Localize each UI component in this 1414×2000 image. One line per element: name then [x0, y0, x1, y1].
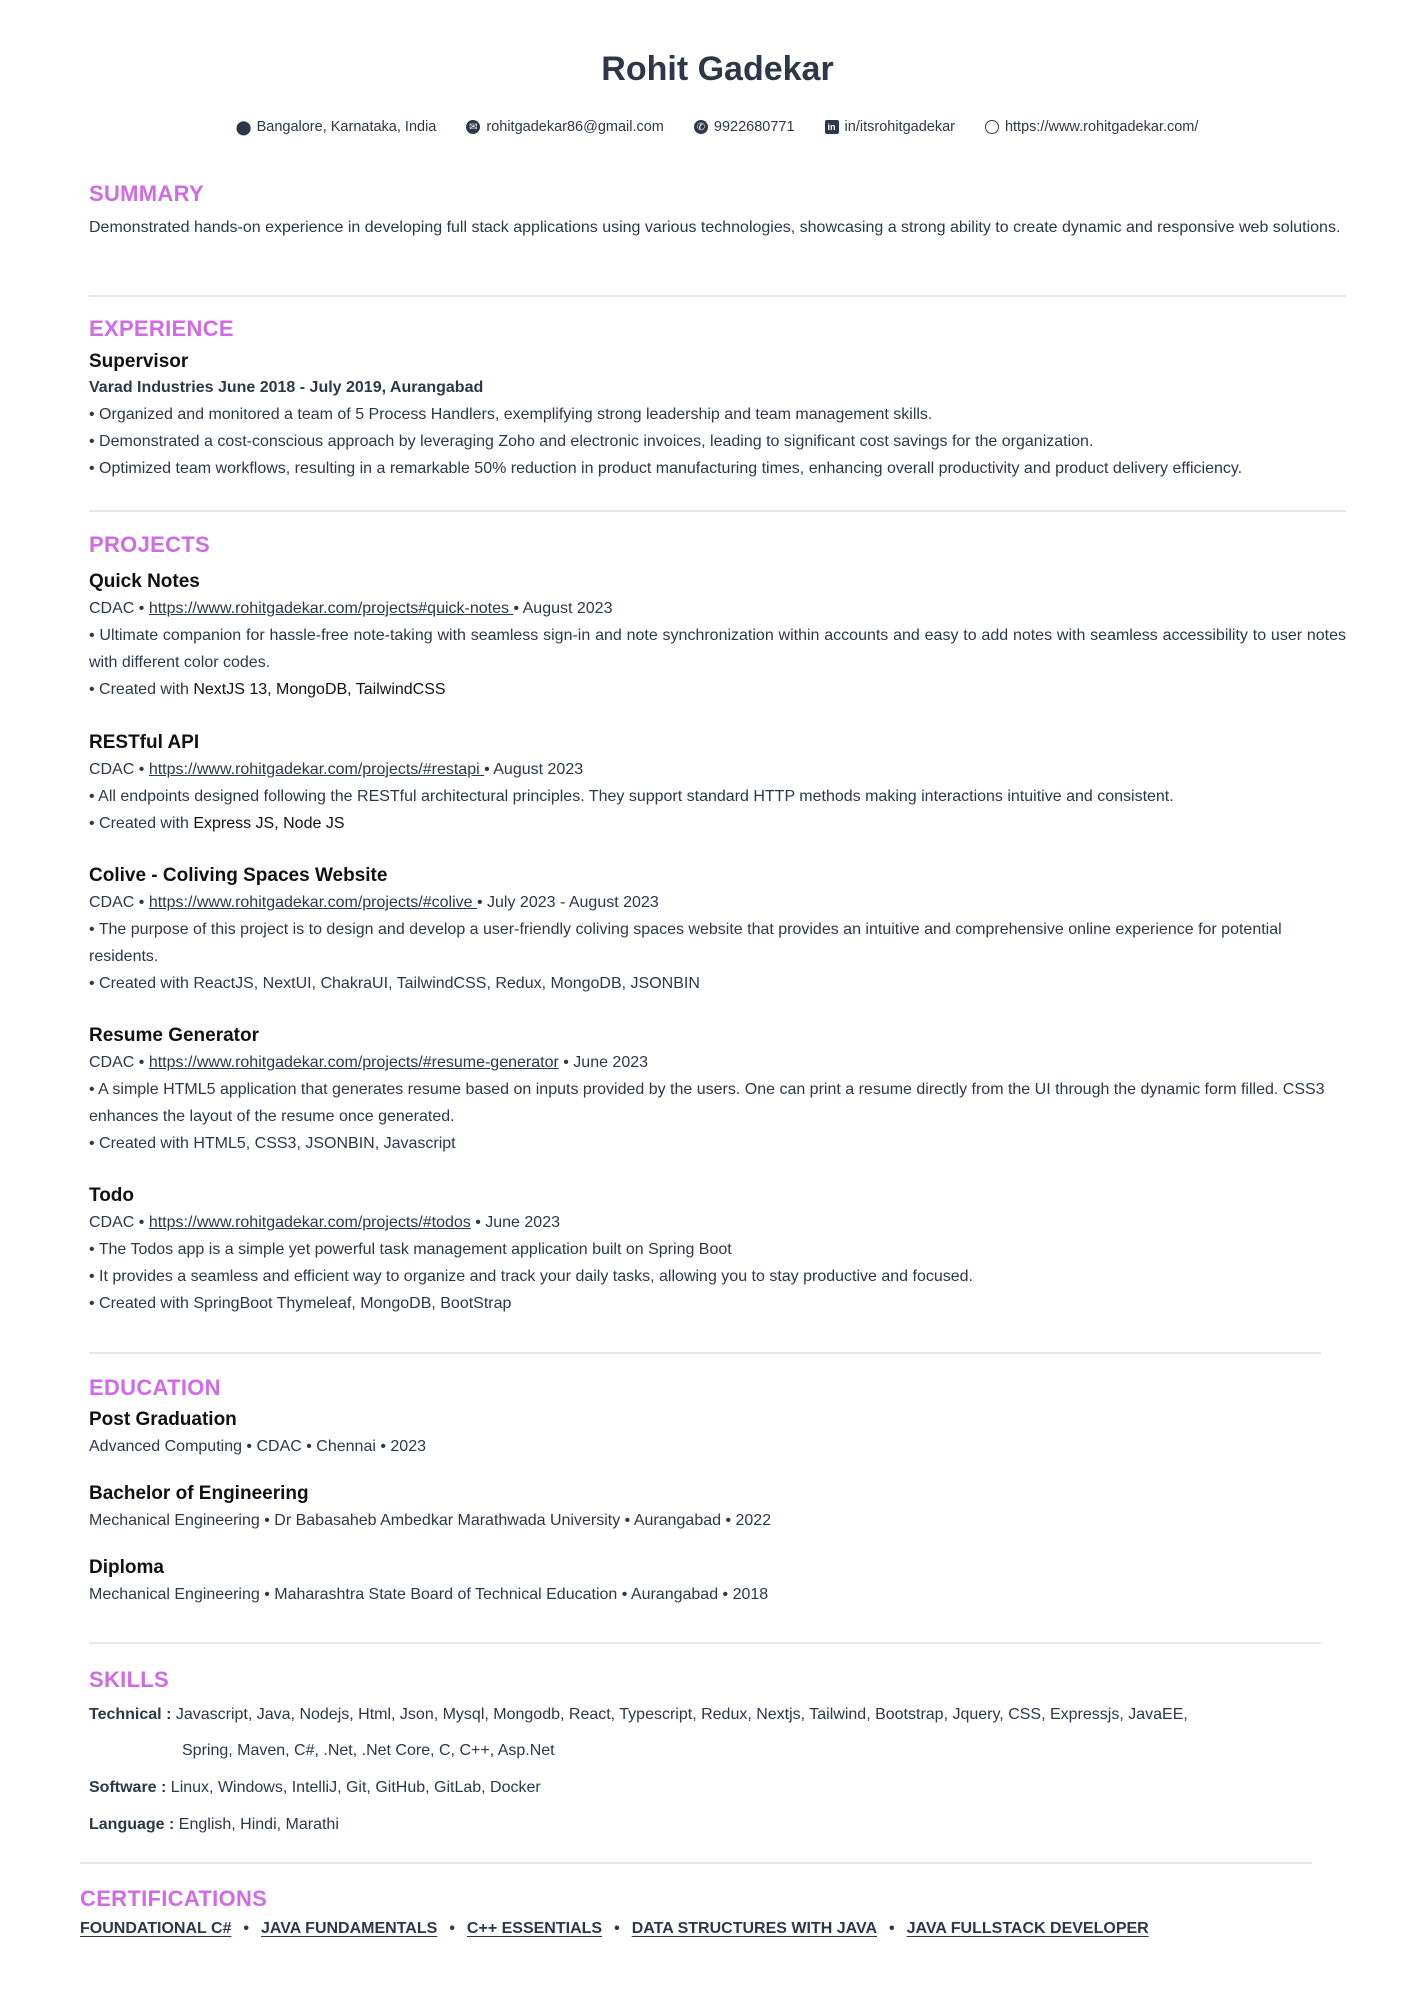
- project-meta: [89, 1049, 1346, 1076]
- certification-link[interactable]: JAVA FUNDAMENTALS: [261, 1920, 438, 1937]
- certification-link[interactable]: JAVA FULLSTACK DEVELOPER: [906, 1920, 1149, 1937]
- project-title: RESTful API: [89, 732, 200, 753]
- skills-software: [89, 1769, 1346, 1806]
- education-section: [89, 1375, 1346, 1608]
- education-item: [89, 1555, 1346, 1608]
- project-bullet: • Created with HTML5, CSS3, JSONBIN, Javascript: [89, 1135, 456, 1152]
- project-title: Resume Generator: [89, 1025, 260, 1046]
- degree-detail: Advanced Computing • CDAC • Chennai • 2023: [89, 1438, 426, 1455]
- certification-link[interactable]: FOUNDATIONAL C#: [80, 1920, 232, 1937]
- section-heading: SKILLS: [89, 1667, 170, 1692]
- degree-title: Post Graduation: [89, 1409, 237, 1430]
- project-org: CDAC •: [89, 600, 149, 617]
- summary-section: [89, 181, 1346, 241]
- project-link[interactable]: https://www.rohitgadekar.com/projects/#restapi: [148, 761, 485, 778]
- divider: [89, 510, 1346, 512]
- project-todo: [89, 1183, 1346, 1317]
- created-prefix: • Created with: [89, 681, 194, 698]
- project-org: CDAC •: [89, 761, 149, 778]
- separator: •: [449, 1920, 455, 1937]
- divider: [89, 1352, 1321, 1354]
- linkedin-icon: in: [825, 120, 839, 134]
- project-created: [89, 810, 1346, 837]
- skill-values: English, Hindi, Marathi: [178, 1816, 339, 1833]
- education-item: [89, 1407, 1346, 1460]
- certifications-section: [80, 1886, 1337, 1938]
- project-bullet: • It provides a seamless and efficient way to organize and track your daily tasks, allowing you to stay productive and focused.: [89, 1268, 973, 1285]
- project-meta: [89, 889, 1346, 916]
- phone-icon: ✆: [694, 120, 708, 134]
- location-pin-icon: ⬤: [235, 118, 252, 135]
- project-org: CDAC •: [89, 1054, 149, 1071]
- summary-text: Demonstrated hands-on experience in developing full stack applications using various technologies, showcasing a strong ability to create dynamic and responsive web solutions.: [89, 219, 1341, 236]
- project-bullet: • All endpoints designed following the RESTful architectural principles. They support standard HTTP methods making interactions intuitive and consistent.: [89, 788, 1174, 805]
- project-bullet: • Ultimate companion for hassle-free note-taking with seamless sign-in and note synchronization within accounts and easy to add notes with seamless accessibility to user notes with different color codes.: [89, 627, 1346, 671]
- project-bullet: • Created with ReactJS, NextUI, ChakraUI, TailwindCSS, Redux, MongoDB, JSONBIN: [89, 975, 700, 992]
- project-org: CDAC •: [89, 1214, 149, 1231]
- job-company: Varad Industries June 2018 - July 2019, Aurangabad: [89, 379, 484, 396]
- degree-detail: Mechanical Engineering • Maharashtra State Board of Technical Education • Aurangabad • 2018: [89, 1586, 769, 1603]
- project-meta: [89, 1209, 1346, 1236]
- projects-section: [89, 532, 1346, 562]
- degree-title: Bachelor of Engineering: [89, 1483, 309, 1504]
- project-link[interactable]: https://www.rohitgadekar.com/projects/#resume-generator: [148, 1054, 559, 1071]
- education-item: [89, 1481, 1346, 1534]
- experience-section: [89, 316, 1346, 482]
- job-bullet: • Demonstrated a cost-conscious approach by leveraging Zoho and electronic invoices, leading to significant cost savings for the organization.: [89, 433, 1094, 450]
- skill-label: Language :: [89, 1816, 175, 1833]
- project-date: • July 2023 - August 2023: [476, 894, 659, 911]
- created-prefix: • Created with: [89, 815, 194, 832]
- contact-website[interactable]: [985, 119, 1198, 135]
- candidate-name: Rohit Gadekar: [601, 50, 834, 88]
- project-link[interactable]: https://www.rohitgadekar.com/projects/#todos: [148, 1214, 471, 1231]
- job-role: Supervisor: [89, 351, 189, 372]
- divider: [80, 1862, 1312, 1864]
- job-bullet: • Organized and monitored a team of 5 Process Handlers, exemplifying strong leadership and team management skills.: [89, 406, 933, 423]
- project-bullet: • The purpose of this project is to design and develop a user-friendly coliving spaces website that provides an intuitive and comprehensive online experience for potential residents.: [89, 921, 1282, 965]
- created-tech: NextJS 13, MongoDB, TailwindCSS: [193, 681, 446, 698]
- section-heading: CERTIFICATIONS: [80, 1886, 268, 1911]
- project-date: • August 2023: [484, 761, 584, 778]
- email-icon: ✉: [466, 120, 480, 134]
- project-meta: [89, 756, 1346, 783]
- project-quick-notes: [89, 569, 1346, 703]
- separator: •: [889, 1920, 895, 1937]
- project-created: [89, 676, 1346, 703]
- section-heading: EDUCATION: [89, 1375, 221, 1400]
- project-title: Colive - Coliving Spaces Website: [89, 865, 388, 886]
- skill-values: Linux, Windows, IntelliJ, Git, GitHub, GitLab, Docker: [170, 1779, 541, 1796]
- job-bullet: • Optimized team workflows, resulting in a remarkable 50% reduction in product manufacturing times, enhancing overall productivity and product delivery efficiency.: [89, 460, 1243, 477]
- contact-email[interactable]: [466, 119, 664, 135]
- certifications-list: [80, 1920, 1337, 1938]
- phone-text[interactable]: 9922680771: [713, 119, 795, 135]
- skills-section: [89, 1667, 1346, 1843]
- contact-location: [237, 119, 437, 135]
- project-meta: [89, 595, 1346, 622]
- globe-icon: [985, 120, 999, 134]
- contact-phone[interactable]: [694, 119, 795, 135]
- skill-values: Javascript, Java, Nodejs, Html, Json, Mysql, Mongodb, React, Typescript, Redux, Nextjs, Tailwind, Bootstrap, Jquery, CSS, Expressjs, JavaEE,: [175, 1706, 1188, 1723]
- project-restful-api: [89, 730, 1346, 837]
- project-bullet: • A simple HTML5 application that generates resume based on inputs provided by the users. One can print a resume directly from the UI through the dynamic form filled. CSS3 enhances the layout of the resume once generated.: [89, 1081, 1325, 1125]
- project-resume-generator: [89, 1023, 1346, 1157]
- separator: •: [243, 1920, 250, 1937]
- linkedin-text[interactable]: in/itsrohitgadekar: [844, 119, 955, 135]
- project-date: • June 2023: [470, 1214, 560, 1231]
- skill-label: Technical :: [89, 1706, 172, 1723]
- skill-values: Spring, Maven, C#, .Net, .Net Core, C, C++, Asp.Net: [182, 1742, 555, 1759]
- certification-link[interactable]: DATA STRUCTURES WITH JAVA: [631, 1920, 878, 1937]
- project-link[interactable]: https://www.rohitgadekar.com/projects/#colive: [148, 894, 477, 911]
- degree-title: Diploma: [89, 1557, 164, 1578]
- created-tech: Express JS, Node JS: [193, 815, 345, 832]
- project-title: Todo: [89, 1185, 135, 1206]
- skills-language: [89, 1806, 1346, 1843]
- degree-detail: Mechanical Engineering • Dr Babasaheb Ambedkar Marathwada University • Aurangabad • 2022: [89, 1512, 772, 1529]
- project-colive: [89, 863, 1346, 997]
- skills-technical: [89, 1697, 1346, 1733]
- section-heading: EXPERIENCE: [89, 316, 234, 341]
- contact-linkedin[interactable]: [825, 119, 955, 135]
- project-link[interactable]: https://www.rohitgadekar.com/projects#quick-notes: [148, 600, 514, 617]
- separator: •: [614, 1920, 620, 1937]
- email-text[interactable]: rohitgadekar86@gmail.com: [486, 119, 664, 135]
- project-bullet: • Created with SpringBoot Thymeleaf, MongoDB, BootStrap: [89, 1295, 512, 1312]
- project-date: • June 2023: [558, 1054, 649, 1071]
- section-heading: SUMMARY: [89, 181, 204, 206]
- project-org: CDAC •: [89, 894, 149, 911]
- project-bullet: • The Todos app is a simple yet powerful task management application built on Spring Boot: [89, 1241, 732, 1258]
- skills-technical-cont: [89, 1733, 1346, 1769]
- website-text[interactable]: https://www.rohitgadekar.com/: [1004, 119, 1199, 135]
- contact-bar: [89, 119, 1346, 135]
- skill-label: Software :: [89, 1779, 167, 1796]
- divider: [89, 295, 1346, 297]
- certification-link[interactable]: C++ ESSENTIALS: [466, 1920, 603, 1937]
- divider: [89, 1642, 1321, 1644]
- location-text: Bangalore, Karnataka, India: [256, 119, 437, 135]
- section-heading: PROJECTS: [89, 532, 210, 557]
- project-title: Quick Notes: [89, 571, 200, 592]
- project-date: • August 2023: [513, 600, 613, 617]
